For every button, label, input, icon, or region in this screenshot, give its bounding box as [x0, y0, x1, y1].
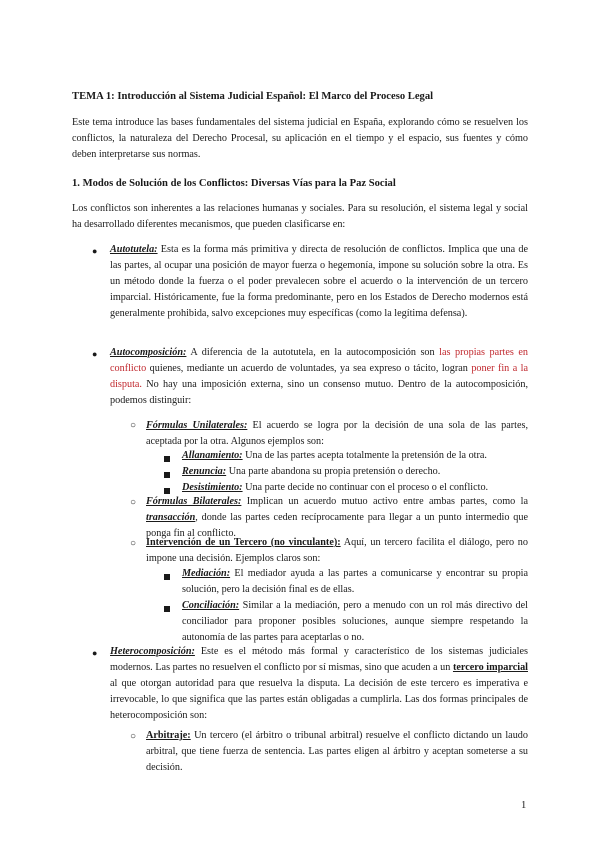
mediacion-label: Mediación: — [182, 568, 231, 579]
bullet-icon: ● — [92, 349, 98, 359]
section-1-intro: Los conflictos son inherentes a las relaciones humanas y sociales. Para su resolución, el sistema legal y social ha desarrollado diferentes mecanismos, que pueden clasificarse en: — [72, 203, 528, 230]
heterocomposicion-item — [110, 644, 528, 724]
heterocomposicion-tercero-imparcial: tercero imparcial — [452, 662, 528, 673]
intro-paragraph: Este tema introduce las bases fundamentales del sistema judicial en España, explorando cómo se resuelven los conflictos, la naturaleza del Derecho Procesal, su aplicación en el tiempo y el espacio, sus fuentes y cómo deben interpretarse sus normas. — [72, 117, 528, 160]
autocomposicion-item — [110, 345, 528, 409]
autotutela-item — [110, 242, 528, 322]
heterocomposicion-text-b: al que otorgan autoridad para que resuelva la disputa. La decisión de este tercero es imperativa e irrevocable, lo que significa que las partes están obligadas a cumplirla. Las dos formas principales de heterocomposición son: — [110, 678, 528, 721]
conciliacion-item — [182, 598, 528, 646]
square-bullet-icon — [164, 472, 170, 478]
arbitraje-item — [146, 728, 528, 776]
heterocomposicion-label: Heterocomposición: — [110, 646, 195, 657]
desistimiento-label: Desistimiento: — [182, 482, 243, 493]
mediacion-text: El mediador ayuda a las partes a comunicarse y encontrar su propia solución, pero la decisión final es de ellas. — [182, 568, 529, 595]
bilaterales-text-a: Implican un acuerdo mutuo activo entre ambas partes, como la — [246, 496, 528, 507]
heterocomposicion-text-a: Este es el método más formal y característico de los sistemas judiciales modernos. Las partes no resuelven el conflicto por sí mismas, sino que acuden a un — [110, 646, 528, 673]
autotutela-text: Esta es la forma más primitiva y directa de resolución de conflictos. Implica que una de las partes, al ocupar una posición de mayor fuerza o hegemonía, impone su solución sobre la otra. Es un método donde la fuerza o el poder prevalecen sobre el acuerdo o la intervención de un tercero imparcial. Históricamente, fue la forma predominante, pero en los Estados de Derecho modernos está generalmente prohibida, salvo excepciones muy específicas (como la legítima defensa). — [110, 244, 528, 319]
bilaterales-label: Fórmulas Bilaterales: — [146, 496, 242, 507]
allanamiento-item — [182, 448, 528, 464]
document-title: TEMA 1: Introducción al Sistema Judicial Español: El Marco del Proceso Legal — [72, 91, 434, 102]
circle-bullet-icon: ○ — [130, 538, 137, 549]
square-bullet-icon — [164, 574, 170, 580]
autocomposicion-highlight-b: poner fin a la disputa. — [110, 363, 529, 390]
arbitraje-text: Un tercero (el árbitro o tribunal arbitral) resuelve el conflicto dictando un laudo arbitral, que tiene fuerza de sentencia. Las partes eligen al árbitro y aceptan someterse a su decisión. — [146, 730, 528, 773]
desistimiento-text: Una parte decide no continuar con el proceso o el conflicto. — [245, 482, 489, 493]
renuncia-text: Una parte abandona su propia pretensión o derecho. — [228, 466, 441, 477]
page-number: 1 — [521, 800, 527, 811]
mediacion-item — [182, 566, 528, 598]
autocomposicion-highlight-a: las propias partes en conflicto — [110, 347, 529, 374]
autocomposicion-label: Autocomposición: — [110, 347, 187, 358]
allanamiento-label: Allanamiento: — [182, 450, 243, 461]
circle-bullet-icon: ○ — [130, 497, 137, 508]
bullet-icon: ● — [92, 246, 98, 256]
bullet-icon: ● — [92, 648, 98, 658]
autocomposicion-text-b: quienes, mediante un acuerdo de voluntades, ya sea expreso o tácito, logran — [149, 363, 468, 374]
circle-bullet-icon: ○ — [130, 420, 137, 431]
bilaterales-text-b: , donde las partes ceden recíprocamente para llegar a un punto intermedio que ponga fin al conflicto. — [146, 512, 528, 539]
renuncia-label: Renuncia: — [182, 466, 227, 477]
autotutela-label: Autotutela: — [110, 244, 158, 255]
circle-bullet-icon: ○ — [130, 731, 137, 742]
conciliacion-text: Similar a la mediación, pero a menudo con un rol más directivo del conciliador para proponer posibles soluciones, aunque siempre respetando la autonomía de las partes para aceptarlas o no. — [182, 600, 528, 643]
square-bullet-icon — [164, 606, 170, 612]
allanamiento-text: Una de las partes acepta totalmente la pretensión de la otra. — [245, 450, 487, 461]
section-1-title: 1. Modos de Solución de los Conflictos: Diversas Vías para la Paz Social — [72, 178, 396, 189]
bilaterales-transaccion: transacción — [146, 512, 196, 523]
unilaterales-item — [146, 418, 528, 450]
unilaterales-label: Fórmulas Unilaterales: — [146, 420, 248, 431]
tercero-item — [146, 535, 528, 567]
arbitraje-label: Arbitraje: — [146, 730, 191, 741]
square-bullet-icon — [164, 456, 170, 462]
tercero-label: Intervención de un Tercero (no vinculante): — [146, 537, 341, 548]
autocomposicion-text-c: No hay una imposición externa, sino un consenso mutuo. Dentro de la autocomposición, podemos distinguir: — [110, 379, 528, 406]
conciliacion-label: Conciliación: — [182, 600, 240, 611]
autocomposicion-text-a: A diferencia de la autotutela, en la autocomposición son — [190, 347, 435, 358]
renuncia-item — [182, 464, 528, 480]
tercero-text: Aquí, un tercero facilita el diálogo, pero no impone una decisión. Ejemplos claros son: — [146, 537, 528, 564]
unilaterales-text: El acuerdo se logra por la decisión de una sola de las partes, aceptada por la otra. Algunos ejemplos son: — [146, 420, 529, 447]
